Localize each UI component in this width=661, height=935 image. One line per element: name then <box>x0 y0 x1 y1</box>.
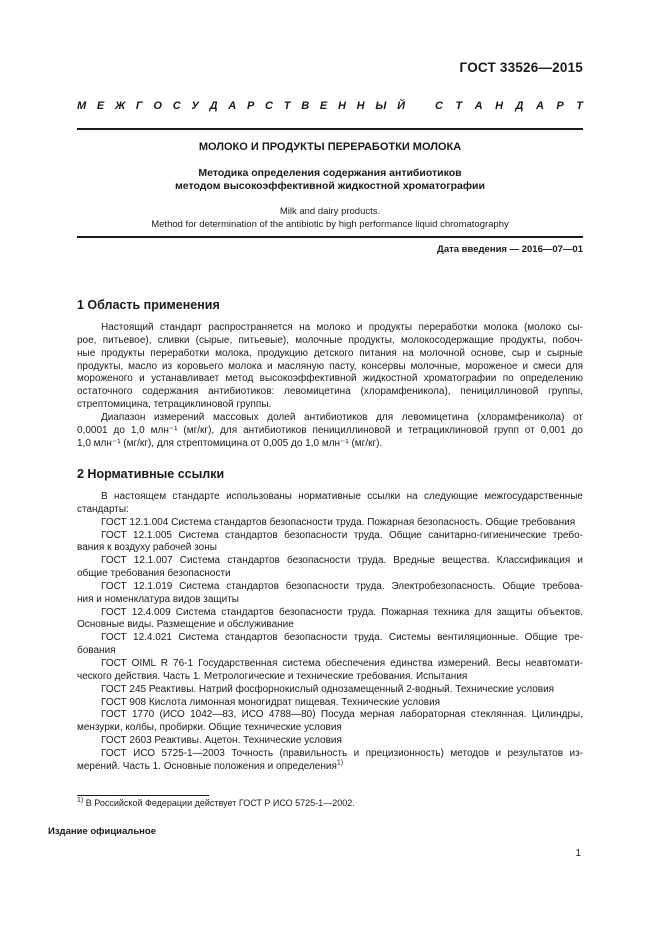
header-letter: С <box>435 100 443 112</box>
interstate-word <box>77 100 405 112</box>
text-line: ГОСТ 12.4.021 Система стандартов безопасности труда. Системы вентиляционные. Общие тре- <box>101 632 583 644</box>
page-number: 1 <box>575 848 581 859</box>
text-line: ГОСТ 12.1.004 Система стандартов безопасности труда. Пожарная безопасность. Общие требования <box>101 516 576 528</box>
header-letter: Т <box>283 100 291 112</box>
text-line: ГОСТ 12.4.009 Система стандартов безопасности труда. Пожарная техника для защиты объектов. <box>101 606 583 618</box>
header-letter: Д <box>209 100 218 112</box>
text-line: стрептомицина, тетрациклиновой группы. <box>77 399 272 411</box>
header-letter: Й <box>397 100 405 112</box>
sub-title-line: Методика определения содержания антибиотиков <box>198 167 462 179</box>
text-line: ГОСТ 245 Реактивы. Натрий фосфорнокислый однозамещенный 2-водный. Технические условия <box>101 683 555 695</box>
footnote-text: В Российской Федерации действует ГОСТ Р ИСО 5725-1—2002. <box>83 798 355 808</box>
text-line: ГОСТ 12.1.019 Система стандартов безопасности труда. Электробезопасность. Общие требова- <box>101 580 583 592</box>
header-letter: А <box>474 100 483 112</box>
header-letter: Е <box>96 100 105 112</box>
sub-title-line: методом высокоэффективной жидкостной хроматографии <box>175 180 485 192</box>
text-line: ГОСТ OIML R 76-1 Государственная система обеспечения единства измерений. Весы неавтомати- <box>101 657 583 669</box>
header-rule <box>77 128 583 130</box>
header-letter: С <box>172 100 181 112</box>
header-letter: Г <box>135 100 143 112</box>
text-line: 1,0 млн⁻¹ (мг/кг), для стрептомицина от 0,005 до 1,0 млн⁻¹ (мг/кг). <box>77 437 383 449</box>
footnote <box>77 798 355 808</box>
header-letter: Ж <box>114 100 126 112</box>
text-line: бования <box>77 645 116 657</box>
text-line: ГОСТ 12.1.007 Система стандартов безопасности труда. Вредные вещества. Классификация и <box>101 555 583 567</box>
text-line: В настоящем стандарте использованы нормативные ссылки на следующие межгосударственные <box>101 491 583 502</box>
header-letter: Н <box>337 100 346 112</box>
header-letter: Ы <box>375 100 387 112</box>
section-1-paragraph-1 <box>77 322 583 412</box>
header-letter: О <box>153 100 162 112</box>
header-letter: Т <box>455 100 463 112</box>
text-line: ные продукты переработки молока, продукцию детского питания на молочной основе, сыр и сырные <box>77 347 583 359</box>
header-letter: Р <box>246 100 255 112</box>
section-2-references <box>77 491 583 774</box>
text-line: вания к воздуху рабочей зоны <box>77 542 217 554</box>
text-line: общие требования безопасности <box>77 568 231 580</box>
footnote-marker: 1) <box>77 797 84 804</box>
text-line: Основные виды. Размещение и обслуживание <box>77 619 294 631</box>
english-title <box>77 205 583 231</box>
header-letter: Р <box>556 100 564 112</box>
doc-number: ГОСТ 33526—2015 <box>459 60 583 75</box>
header-letter: М <box>77 100 87 112</box>
header-letter: Н <box>356 100 365 112</box>
header-letter: Н <box>495 100 504 112</box>
footnote-rule <box>77 795 209 796</box>
header-letter: У <box>191 100 199 112</box>
header-letter: С <box>265 100 273 112</box>
footnote-reference: 1) <box>336 759 344 767</box>
standard-word <box>435 100 583 112</box>
interstate-standard-label <box>77 100 583 112</box>
sub-title <box>77 167 583 193</box>
text-line: ГОСТ 12.1.005 Система стандартов безопасности труда. Общие санитарно-гигиенические требо- <box>101 529 583 541</box>
header-letter: А <box>535 100 544 112</box>
english-title-line: Method for determination of the antibiotic by high performance liquid chromatography <box>151 219 509 230</box>
title-rule <box>77 236 583 238</box>
text-line: мороженого и устанавливает метод высокоэффективной жидкостной хроматографии по определению <box>77 373 583 385</box>
text-line: мензурки, колбы, пробирки. Общие технические условия <box>77 722 342 734</box>
text-line: 0,0001 до 1,0 млн⁻¹ (мг/кг), для антибиотиков пенициллиновой и тетрациклиновой групп от 0,001 до <box>77 424 583 436</box>
text-line: рое, питьевое), сливки (сырые, питьевые), молочные продукты, молокосодержащие продукты, побоч- <box>77 334 583 346</box>
text-line: ния и номенклатура видов защиты <box>77 593 239 605</box>
text-line: ческого действия. Часть 1. Метрологические и технические требования. Испытания <box>77 670 468 682</box>
text-line: ГОСТ ИСО 5725-1—2003 Точность (правильность и прецизионность) методов и результатов из- <box>101 747 583 759</box>
intro-date: Дата введения — 2016—07—01 <box>437 244 583 255</box>
header-letter: А <box>228 100 237 112</box>
english-title-line: Milk and dairy products. <box>279 206 381 217</box>
section-2-heading: 2 Нормативные ссылки <box>77 467 225 481</box>
text-line: Диапазон измерений массовых долей антибиотиков для левомицетина (хлорамфеникола) от <box>101 412 583 423</box>
text-line: ГОСТ 1770 (ИСО 1042—83, ИСО 4788—80) Посуда мерная лабораторная стеклянная. Цилиндры, <box>101 709 583 721</box>
main-title: МОЛОКО И ПРОДУКТЫ ПЕРЕРАБОТКИ МОЛОКА <box>198 141 462 153</box>
text-line: продукты, масло из коровьего молока и масляную пасту, консервы молочные, мороженое и смеси для <box>77 360 583 372</box>
header-letter: Е <box>319 100 328 112</box>
text-line: мерений. Часть 1. Основные положения и определения$^{1)}$ <box>77 759 344 772</box>
header-letter: Т <box>576 100 583 112</box>
section-1-heading: 1 Область применения <box>77 298 220 312</box>
text-line: ГОСТ 908 Кислота лимонная моногидрат пищевая. Технические условия <box>101 696 441 708</box>
section-1-paragraph-2 <box>77 412 583 451</box>
text-line: ГОСТ 2603 Реактивы. Ацетон. Технические условия <box>101 735 342 747</box>
text-line: стандарты: <box>77 503 129 515</box>
official-edition-label: Издание официальное <box>48 826 156 837</box>
text-line: Настоящий стандарт распространяется на молоко и продукты переработки молока (молоко сы- <box>101 322 583 333</box>
header-letter: Д <box>515 100 524 112</box>
text-line: остаточного содержания антибиотиков: левомицетина (хлорамфеникола), пенициллиновой группы, <box>77 386 583 398</box>
header-letter: В <box>301 100 310 112</box>
